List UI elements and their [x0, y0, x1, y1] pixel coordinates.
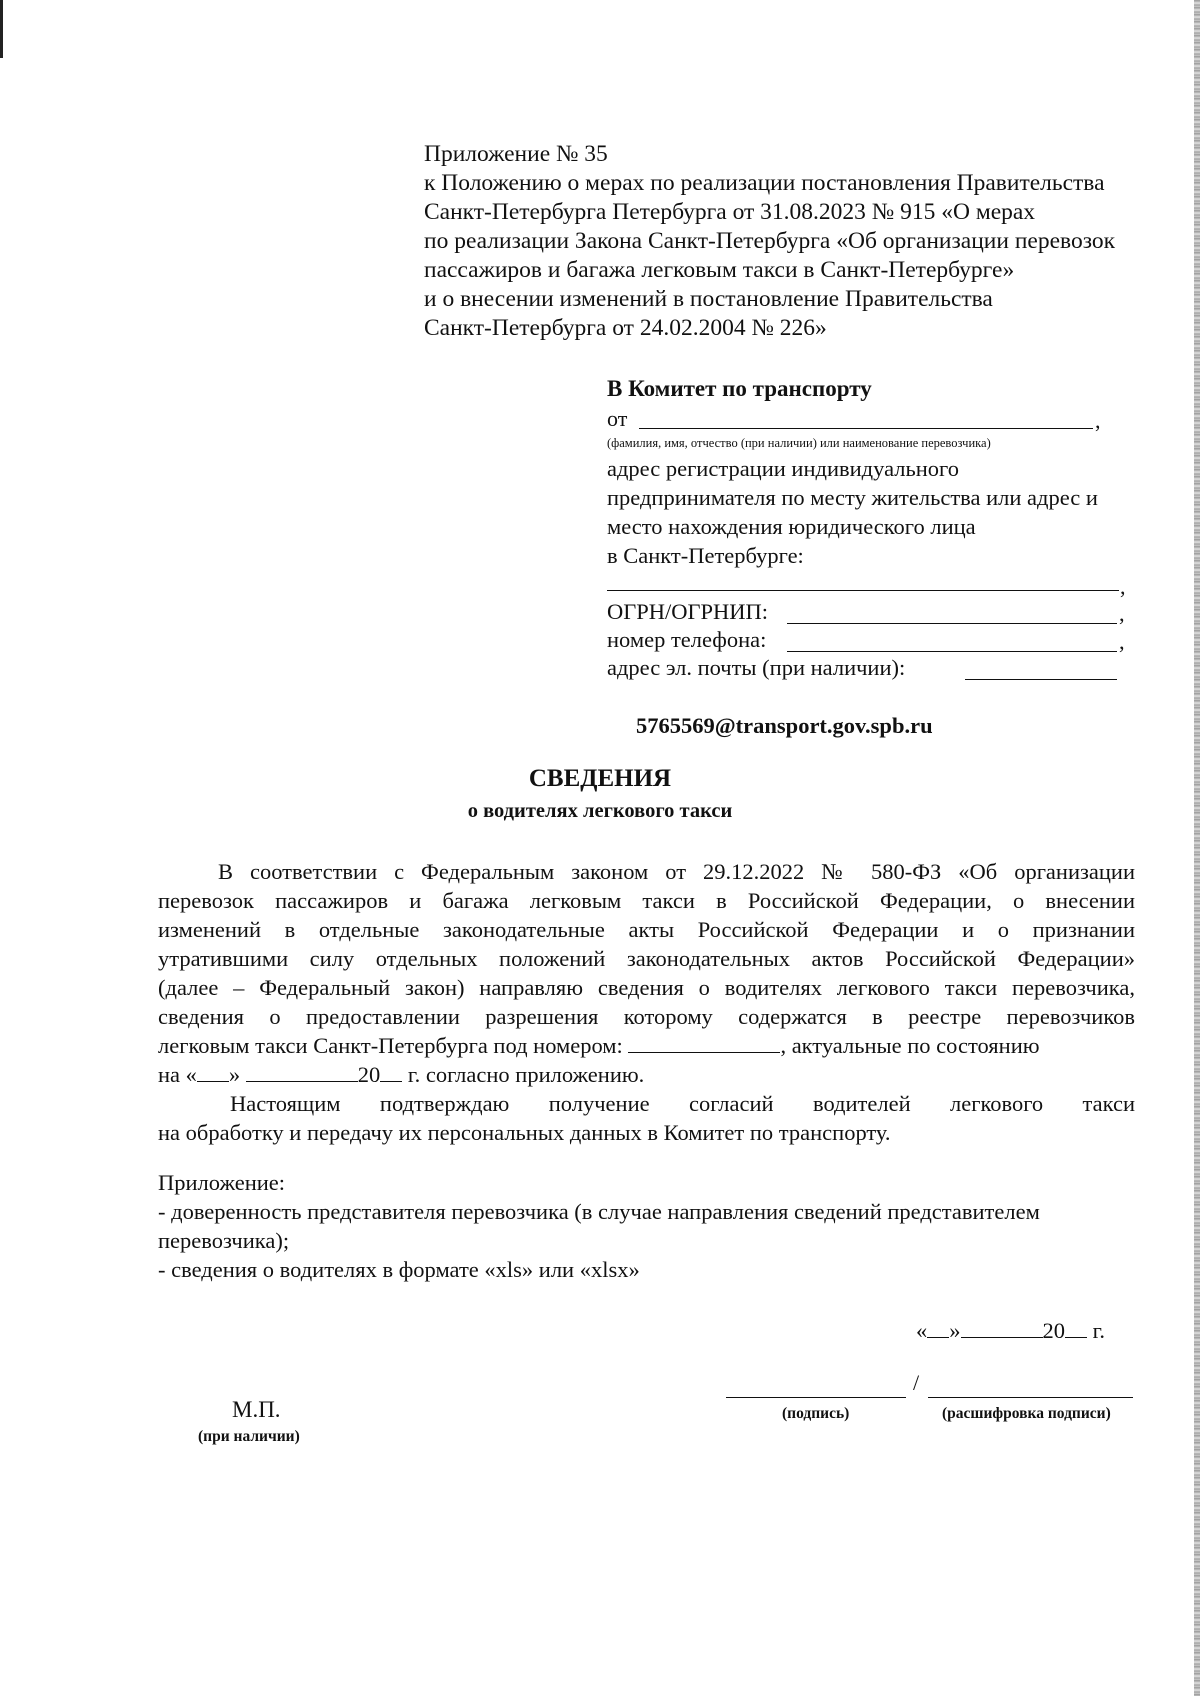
- year-blank[interactable]: [380, 1063, 402, 1082]
- registry-text-before: легковым такси Санкт-Петербурга под номером:: [158, 1033, 623, 1058]
- from-blank-line[interactable]: [639, 428, 1093, 429]
- annex-line: и о внесении изменений в постановление Правительства: [424, 286, 993, 312]
- body-line-date: [158, 1060, 1135, 1089]
- attachments-title: Приложение:: [158, 1170, 286, 1195]
- email-label: адрес эл. почты (при наличии):: [607, 655, 906, 680]
- phone-label: номер телефона:: [607, 627, 767, 652]
- address-line: в Санкт-Петербурге:: [607, 543, 804, 568]
- body-line-registry: [158, 1031, 1135, 1060]
- phone-blank-line[interactable]: [787, 651, 1117, 652]
- sig-year-prefix: 20: [1042, 1318, 1065, 1343]
- body-line: перевозок пассажиров и багажа легковым такси в Российской Федерации, о внесении: [158, 888, 1135, 913]
- signature-slash: /: [913, 1370, 920, 1395]
- document-subtitle: о водителях легкового такси: [467, 800, 733, 822]
- email-blank-line[interactable]: [965, 679, 1117, 680]
- sig-date-open: «: [916, 1318, 928, 1343]
- scan-edge-right: [1194, 0, 1200, 1696]
- ogrn-comma: ,: [1119, 601, 1125, 626]
- address-text: [607, 454, 1127, 570]
- signature-blank-line[interactable]: [726, 1397, 906, 1398]
- signature-decoding-blank-line[interactable]: [928, 1397, 1133, 1398]
- sig-month-blank[interactable]: [961, 1319, 1043, 1338]
- signature-date: [916, 1318, 1105, 1344]
- registry-text-after: , актуальные по состоянию: [780, 1033, 1040, 1058]
- date-suffix: г. согласно приложению.: [407, 1062, 645, 1087]
- annex-line: Санкт-Петербурга Петербурга от 31.08.2023 № 915 «О мерах: [424, 199, 1036, 225]
- attachment-item: перевозчика);: [158, 1228, 290, 1253]
- signature-caption: (подпись): [782, 1405, 850, 1422]
- month-blank[interactable]: [246, 1063, 358, 1082]
- body-line: Настоящим подтверждаю получение согласий водителей легкового такси: [230, 1091, 1135, 1116]
- stamp-note: (при наличии): [198, 1428, 300, 1445]
- from-label: от: [607, 406, 628, 431]
- from-comma: ,: [1095, 408, 1101, 433]
- body-paragraph-1: [158, 857, 1135, 1147]
- annex-line: к Положению о мерах по реализации постановления Правительства: [424, 170, 1105, 196]
- date-open: на «: [158, 1062, 197, 1087]
- target-email: 5765569@transport.gov.spb.ru: [636, 713, 933, 738]
- sig-year-blank[interactable]: [1065, 1319, 1087, 1338]
- stamp-label: М.П.: [232, 1397, 281, 1422]
- body-line: изменений в отдельные законодательные акты Российской Федерации и о признании: [158, 917, 1135, 942]
- ogrn-blank-line[interactable]: [787, 623, 1117, 624]
- body-line: на обработку и передачу их персональных данных в Комитет по транспорту.: [158, 1120, 891, 1145]
- sig-day-blank[interactable]: [927, 1319, 949, 1338]
- date-close: »: [228, 1062, 241, 1087]
- year-prefix: 20: [357, 1062, 381, 1087]
- body-line: сведения о предоставлении разрешения которому содержатся в реестре перевозчиков: [158, 1004, 1135, 1029]
- address-line: место нахождения юридического лица: [607, 514, 976, 539]
- address-comma: ,: [1120, 574, 1126, 599]
- annex-line: по реализации Закона Санкт-Петербурга «Об организации перевозок: [424, 228, 1116, 254]
- from-row: [607, 406, 1127, 432]
- scan-edge-left: [0, 0, 3, 58]
- annex-line: Санкт-Петербурга от 24.02.2004 № 226»: [424, 315, 827, 341]
- body-line: (далее – Федеральный закон) направляю сведения о водителях легкового такси перевозчика,: [158, 975, 1135, 1000]
- body-line: В соответствии с Федеральным законом от 29.12.2022 № 580-ФЗ «Об организации: [218, 859, 1135, 884]
- annex-line: пассажиров и багажа легковым такси в Санкт-Петербурге»: [424, 257, 1015, 283]
- body-line: утратившими силу отдельных положений законодательных актов Российской Федерации»: [158, 946, 1135, 971]
- attachments-block: [158, 1168, 1135, 1284]
- address-blank-line[interactable]: [607, 590, 1119, 591]
- sig-date-close: »: [949, 1318, 961, 1343]
- address-line: предпринимателя по месту жительства или адрес и: [607, 485, 1098, 510]
- sig-year-suffix: г.: [1092, 1318, 1105, 1343]
- document-title: СВЕДЕНИЯ: [528, 765, 672, 792]
- from-note: (фамилия, имя, отчество (при наличии) или наименование перевозчика): [607, 436, 991, 450]
- annex-header: [424, 140, 1154, 343]
- ogrn-label: ОГРН/ОГРНИП:: [607, 599, 769, 624]
- day-blank[interactable]: [197, 1063, 229, 1082]
- signature-decoding-caption: (расшифровка подписи): [942, 1405, 1111, 1422]
- attachment-item: - сведения о водителях в формате «xls» или «xlsx»: [158, 1257, 640, 1282]
- attachment-item: - доверенность представителя перевозчика (в случае направления сведений представителем: [158, 1199, 1040, 1224]
- registry-number-blank[interactable]: [628, 1034, 780, 1053]
- address-line: адрес регистрации индивидуального: [607, 456, 959, 481]
- annex-line: Приложение № 35: [424, 141, 608, 167]
- addressee-title: В Комитет по транспорту: [607, 376, 872, 401]
- phone-comma: ,: [1119, 629, 1125, 654]
